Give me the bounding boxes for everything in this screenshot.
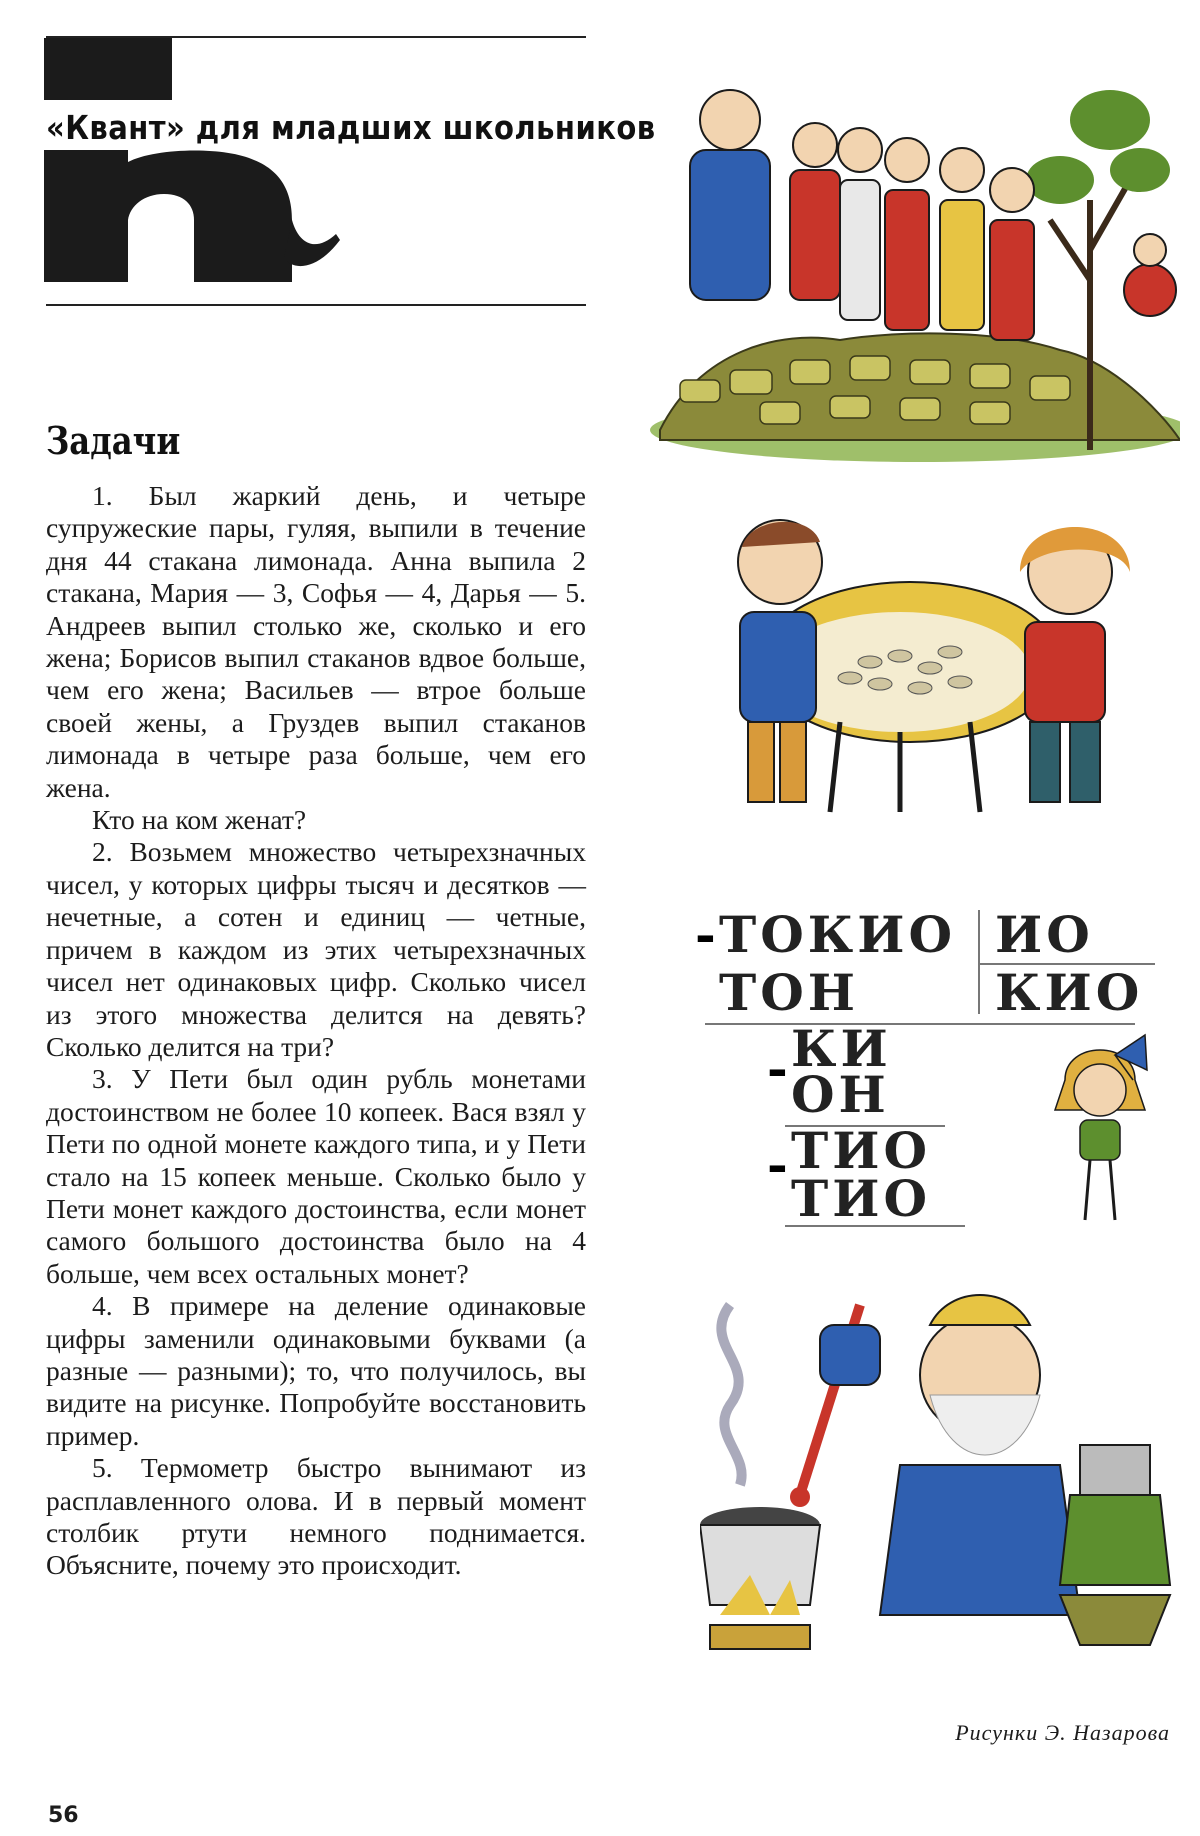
puzzle-step2: ОН <box>791 1065 890 1124</box>
puzzle-step3: ТИО <box>791 1169 932 1228</box>
problems-column <box>46 480 586 1582</box>
problem-paragraph: Термометр быстро вынимают из расплавленного олова. И в первый момент столбик ртути немного поднимается. Объясните, почему это происходит. <box>46 1452 586 1581</box>
puzzle-divisor: ИО <box>995 905 1094 964</box>
problem-1 <box>46 480 586 836</box>
puzzle-step1: ТОН <box>719 963 860 1022</box>
illustration-couples-lemonade <box>640 30 1180 470</box>
puzzle-step3-remainder: ТИО <box>791 1121 932 1180</box>
puzzle-minus: - <box>767 1039 792 1098</box>
puzzle-minus: - <box>695 905 720 964</box>
problem-number: 3. <box>92 1063 113 1095</box>
problem-2 <box>46 836 586 1063</box>
problem-number: 2. <box>92 836 113 868</box>
problem-paragraph: У Пети был один рубль монетами достоинством не более 10 копеек. Вася взял у Пети по одной монете каждого типа, и у Пети стало на 15 копеек меньше. Сколько было у Пети монет каждого достоинства, если монет самого большого достоинства было на 4 больше, чем всех остальных монет? <box>46 1063 586 1289</box>
section-title: Задачи <box>46 418 181 463</box>
problem-paragraph: В примере на деление одинаковые цифры заменили одинаковыми буквами (а разные — разными); то, что получилось, вы видите на рисунке. Попробуйте восстановить пример. <box>46 1290 587 1451</box>
problem-paragraph: Был жаркий день, и четыре супружеские пары, гуляя, выпили в течение дня 44 стакана лимонада. Анна выпила 2 стакана, Мария — 3, Софья — 4, Дарья — 5. Андреев выпил столько же, сколько и его жена; Борисов выпил стаканов вдвое больше, чем его жена; Васильев — втрое больше своей жены, а Груздев выпил стаканов лимонада в четыре раза больше, чем его жена. <box>46 480 587 803</box>
problem-paragraph: Возьмем множество четырехзначных чисел, у которых цифры тысяч и десятков — нечетные, а сотен и единиц — четные, причем в каждом из этих четырехзначных чисел нет одинаковых цифр. Сколько чисел из этого множества делится на девять? Сколько делится на три? <box>46 836 587 1062</box>
problem-2-text <box>46 836 586 1063</box>
problem-4-text <box>46 1290 586 1452</box>
puzzle-minus: - <box>767 1135 792 1194</box>
column-title: «Квант» для младших школьников <box>46 108 656 147</box>
puzzle-dividend: ТОКИО <box>719 905 957 964</box>
page-number: 56 <box>48 1803 79 1828</box>
puzzle-quotient: КИО <box>995 963 1144 1022</box>
problem-3-text <box>46 1063 586 1290</box>
problem-number: 5. <box>92 1452 113 1484</box>
problem-number: 1. <box>92 480 113 511</box>
problem-number: 4. <box>92 1290 113 1322</box>
bottom-rule <box>46 304 586 306</box>
illustration-thermometer-scientist <box>700 1285 1180 1685</box>
logo-block-top <box>44 38 172 100</box>
problem-1-question: Кто на ком женат? <box>92 804 307 836</box>
illustration-kids-coins <box>720 512 1140 822</box>
puzzle-step2-remainder: КИ <box>791 1019 892 1078</box>
problem-5 <box>46 1452 586 1582</box>
logo-letter-n <box>44 150 344 282</box>
problem-5-text <box>46 1452 586 1582</box>
problem-1-text <box>46 480 586 804</box>
division-puzzle <box>695 900 1165 1230</box>
illustration-credits: Рисунки Э. Назарова <box>955 1720 1170 1745</box>
problem-4 <box>46 1290 586 1452</box>
problem-3 <box>46 1063 586 1290</box>
